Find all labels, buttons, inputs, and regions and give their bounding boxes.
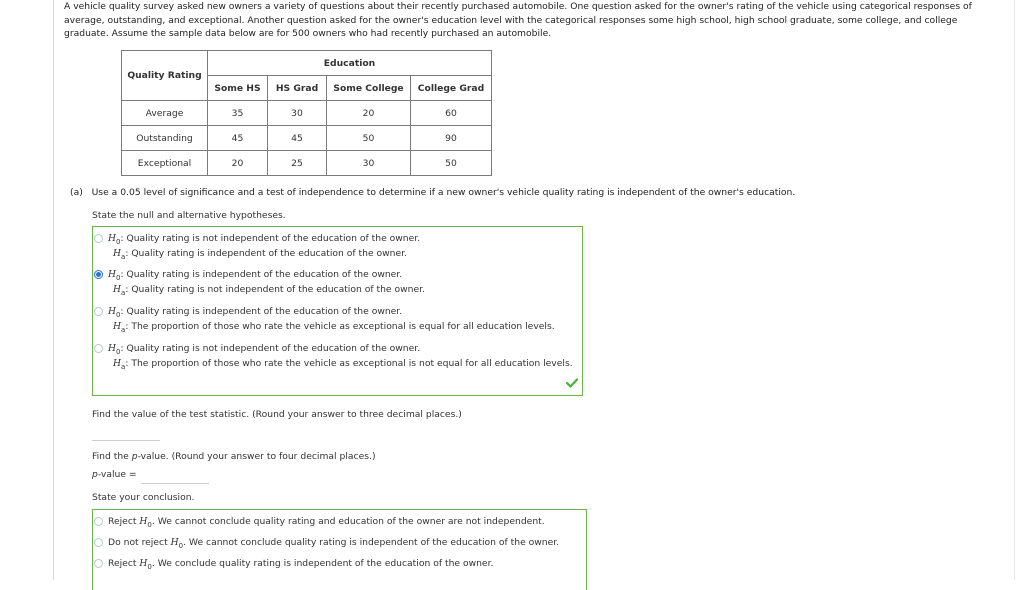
- column-header: HS Grad: [268, 76, 327, 101]
- radio-button[interactable]: [94, 517, 103, 526]
- conclusion-option-3[interactable]: Reject $H_0$. We conclude quality rating is independent of the education of the owner.: [94, 556, 564, 571]
- row-label: Exceptional: [122, 151, 208, 176]
- radio-button[interactable]: [94, 538, 103, 547]
- question-text: Use a 0.05 level of significance and a test of independence to determine if a new owner's vehicle quality rating is independent of the owner's education.: [91, 187, 796, 198]
- table-cell: 50: [411, 151, 492, 176]
- column-header: Some College: [327, 76, 411, 101]
- intro-line: graduate. Assume the sample data below are for 500 owners who had recently purchased an automobile.: [64, 28, 552, 39]
- hypotheses-prompt: State the null and alternative hypotheses.: [92, 210, 286, 221]
- table-cell: 50: [327, 126, 411, 151]
- table-cell: 25: [268, 151, 327, 176]
- intro-line: average, outstanding, and exceptional. Another question asked for the owner's education level with the categorical responses some high school, high school graduate, some college, and college: [64, 14, 958, 26]
- hypothesis-option-3[interactable]: $H_0$: Quality rating is independent of the education of the owner. $H_a$: The proportion of those who rate the vehicle as exceptional is equal for all education levels.: [94, 304, 574, 334]
- p-value-input[interactable]: [141, 469, 209, 484]
- group-header: Education: [208, 51, 492, 76]
- conclusion-option-1[interactable]: Reject $H_0$. We cannot conclude quality rating and education of the owner are not independent.: [94, 514, 564, 529]
- row-label: Average: [122, 101, 208, 126]
- p-value-label: p-value =: [92, 469, 137, 480]
- data-table: [121, 50, 492, 176]
- table-row: [122, 126, 492, 151]
- problem-intro: [64, 0, 994, 41]
- row-label: Outstanding: [122, 126, 208, 151]
- hypothesis-option-1[interactable]: $H_0$: Quality rating is not independent of the education of the owner. $H_a$: Quality rating is independent of the education of the owner.: [94, 231, 574, 261]
- row-header: Quality Rating: [122, 51, 208, 101]
- table-cell: 90: [411, 126, 492, 151]
- table-cell: 35: [208, 101, 268, 126]
- table-cell: 30: [268, 101, 327, 126]
- part-a-question: [70, 187, 795, 198]
- radio-button[interactable]: [94, 234, 103, 243]
- radio-button[interactable]: [94, 344, 103, 353]
- part-marker: (a): [70, 187, 83, 198]
- table-cell: 20: [327, 101, 411, 126]
- correct-check-icon: [566, 378, 578, 388]
- column-header: Some HS: [208, 76, 268, 101]
- radio-button-selected[interactable]: [94, 270, 103, 279]
- table-cell: 45: [208, 126, 268, 151]
- hypothesis-option-4[interactable]: $H_0$: Quality rating is not independent of the education of the owner. $H_a$: The proportion of those who rate the vehicle as exceptional is not equal for all education levels.: [94, 341, 579, 371]
- column-header: College Grad: [411, 76, 492, 101]
- p-value-prompt: Find the p-value. (Round your answer to four decimal places.): [92, 451, 376, 462]
- intro-line: A vehicle quality survey asked new owners a variety of questions about their recently purchased automobile. One question asked for the owner's rating of the vehicle using categorical responses of: [64, 1, 972, 12]
- hypothesis-option-2[interactable]: $H_0$: Quality rating is independent of the education of the owner. $H_a$: Quality rating is not independent of the education of the owner.: [94, 267, 574, 297]
- radio-button[interactable]: [94, 559, 103, 568]
- conclusion-prompt: State your conclusion.: [92, 492, 195, 503]
- test-statistic-input[interactable]: [92, 426, 160, 441]
- table-cell: 20: [208, 151, 268, 176]
- table-cell: 30: [327, 151, 411, 176]
- conclusion-option-2[interactable]: Do not reject $H_0$. We cannot conclude quality rating is independent of the education of the owner.: [94, 535, 574, 550]
- table-row: [122, 151, 492, 176]
- test-statistic-prompt: Find the value of the test statistic. (Round your answer to three decimal places.): [92, 409, 462, 420]
- table-cell: 45: [268, 126, 327, 151]
- table-row: [122, 101, 492, 126]
- table-cell: 60: [411, 101, 492, 126]
- radio-button[interactable]: [94, 307, 103, 316]
